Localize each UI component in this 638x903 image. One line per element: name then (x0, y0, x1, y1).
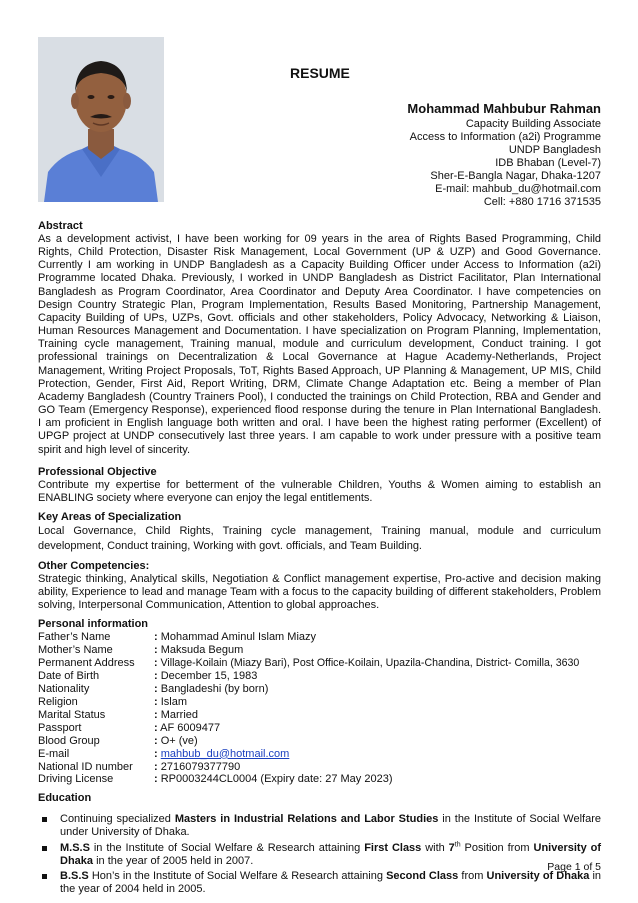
personal-row-marital (38, 709, 601, 722)
profile-photo (38, 37, 164, 202)
education-item: B.S.S Hon’s in the Institute of Social Welfare & Research attaining Second Class from University of Dhaka in the year of 2004 held in 2005. (38, 870, 601, 896)
personal-value: : O+ (ve) (154, 734, 198, 747)
specialization-text: Local Governance, Child Rights, Training cycle management, Training manual, module and curriculum development, Conduct training, Working with govt. officials, and Team Building. (38, 524, 601, 552)
objective-text: Contribute my expertise for betterment of the vulnerable Children, Youths & Women aiming to establish an ENABLING society where everyone can enjoy the legal entitlements. (38, 478, 601, 504)
resume-title: RESUME (290, 65, 350, 81)
personal-heading: Personal information (38, 618, 149, 631)
education-heading: Education (38, 792, 92, 805)
personal-value: : Married (154, 708, 199, 721)
contact-line-building: IDB Bhaban (Level-7) (495, 157, 601, 169)
profile-photo-image (38, 37, 164, 202)
contact-block (407, 101, 601, 209)
personal-row-email (38, 748, 601, 761)
personal-value: : Bangladeshi (by born) (154, 683, 269, 696)
contact-line-position: Capacity Building Associate (465, 118, 601, 130)
contact-line-cell: Cell: +880 1716 371535 (483, 196, 601, 208)
square-bullet-icon (42, 817, 47, 822)
objective-heading: Professional Objective (38, 465, 157, 478)
personal-label: Driving License (38, 773, 114, 786)
square-bullet-icon (42, 874, 47, 879)
specialization-heading: Key Areas of Specialization (38, 510, 182, 523)
personal-label: Nationality (38, 683, 90, 696)
personal-row-passport (38, 722, 601, 735)
personal-value: : Islam (154, 695, 188, 708)
personal-value: : 2716079377790 (154, 760, 241, 773)
personal-row-nid (38, 761, 601, 774)
personal-row-dob (38, 670, 601, 683)
personal-value: : Mohammad Aminul Islam Miazy (154, 631, 317, 644)
contact-line-email: E-mail: mahbub_du@hotmail.com (435, 183, 601, 195)
contact-line-organization: UNDP Bangladesh (508, 144, 601, 156)
candidate-name: Mohammad Mahbubur Rahman (407, 101, 601, 116)
personal-label: Marital Status (38, 708, 106, 721)
personal-row-religion (38, 696, 601, 709)
personal-label: Date of Birth (38, 670, 100, 683)
personal-label: Mother’s Name (38, 644, 113, 657)
competencies-text: Strategic thinking, Analytical skills, Negotiation & Conflict management expertise, Pro-active and decision making ability, Experience to lead and manage Team with a focus to the capacity building of different stakeholders, Problem solving, Interpersonal Communication, Attention to global approaches. (38, 572, 601, 612)
abstract-text: As a development activist, I have been working for 09 years in the area of Rights Based Programming, Child Rights, Child Protection, Disaster Risk Management, Local Government (UP & UZP) and Good Governance. Currently I am working in UNDP Bangladesh as a Capacity Building Officer under Access to Information (a2i) Programme located Dhaka. Previously, I worked in UNDP Bangladesh as District Facilitator, Plan International Bangladesh as Program Coordinator, Area Coordinator and Deputy Area Coordinator. I have competencies on Design Country Strategic Plan, Program Implementation, Results Based Monitoring, Partnership Management, Capacity Building of UPs, UZPs, Govt. officials and other stakeholders, Policy Advocacy, Networking & Liaison, Human Resources Management and Documentation. I have specialization on Program Planning, Implementation, Training cycle management, Training manual, module and curriculum development, Conduct training. I got professional trainings on Decentralization & Local Governance at Hague Academy-Netherlands, Project Management, Writing Project Proposals, ToT, Rights Based Approach, UP Planning & Management, UP MIS, Child Protection, Gender, First Aid, Report Writing, DRM, Climate Change Adaptation etc. Being a member of Plan Academy Bangladesh (Country Trainers Pool), I conducted the trainings on Child Protection, RBA and Gender and GO Team (Emergency Response), experienced flood response during the tenure in Plan International Bangladesh. I am proficient in English language both written and oral. I have been the highest rating performer (Excellent) of UPGP project at UNDP consecutively last three years. I am capable to work under pressure with a positive team spirit and high level of sincerity. (38, 233, 601, 456)
page-number: Page 1 of 5 (547, 861, 601, 873)
personal-row-blood (38, 735, 601, 748)
personal-value: : mahbub_du@hotmail.com (154, 747, 290, 760)
education-item: M.S.S in the Institute of Social Welfare & Research attaining First Class with 7th Position from University of Dhaka in the year of 2005 held in 2007. (38, 842, 601, 868)
personal-label: E-mail (38, 747, 70, 760)
personal-row-father (38, 631, 601, 644)
personal-value: : Village-Koilain (Miazy Bari), Post Office-Koilain, Upazila-Chandina, District- Comilla, 3630 (154, 657, 580, 670)
personal-label: Passport (38, 721, 82, 734)
email-link[interactable]: mahbub_du@hotmail.com (160, 747, 290, 760)
personal-label: National ID number (38, 760, 133, 773)
competencies-heading: Other Competencies: (38, 559, 150, 572)
personal-value: : Maksuda Begum (154, 644, 244, 657)
resume-content (38, 220, 601, 898)
education-item: Continuing specialized Masters in Industrial Relations and Labor Studies in the Institute of Social Welfare under University of Dhaka. (38, 813, 601, 839)
personal-row-license (38, 773, 601, 786)
personal-row-mother (38, 644, 601, 657)
education-list (38, 813, 601, 896)
personal-label: Father’s Name (38, 631, 111, 644)
personal-label: Religion (38, 695, 78, 708)
square-bullet-icon (42, 846, 47, 851)
personal-label: Blood Group (38, 734, 100, 747)
personal-table (38, 631, 601, 786)
contact-line-programme: Access to Information (a2i) Programme (409, 131, 601, 143)
personal-value: : December 15, 1983 (154, 670, 258, 683)
abstract-heading: Abstract (38, 220, 83, 232)
personal-row-nationality (38, 683, 601, 696)
personal-value: : RP0003244CL0004 (Expiry date: 27 May 2023) (154, 773, 393, 786)
personal-value: : AF 6009477 (154, 721, 221, 734)
personal-row-address (38, 657, 601, 670)
personal-label: Permanent Address (38, 657, 135, 670)
contact-line-address: Sher-E-Bangla Nagar, Dhaka-1207 (430, 170, 601, 182)
